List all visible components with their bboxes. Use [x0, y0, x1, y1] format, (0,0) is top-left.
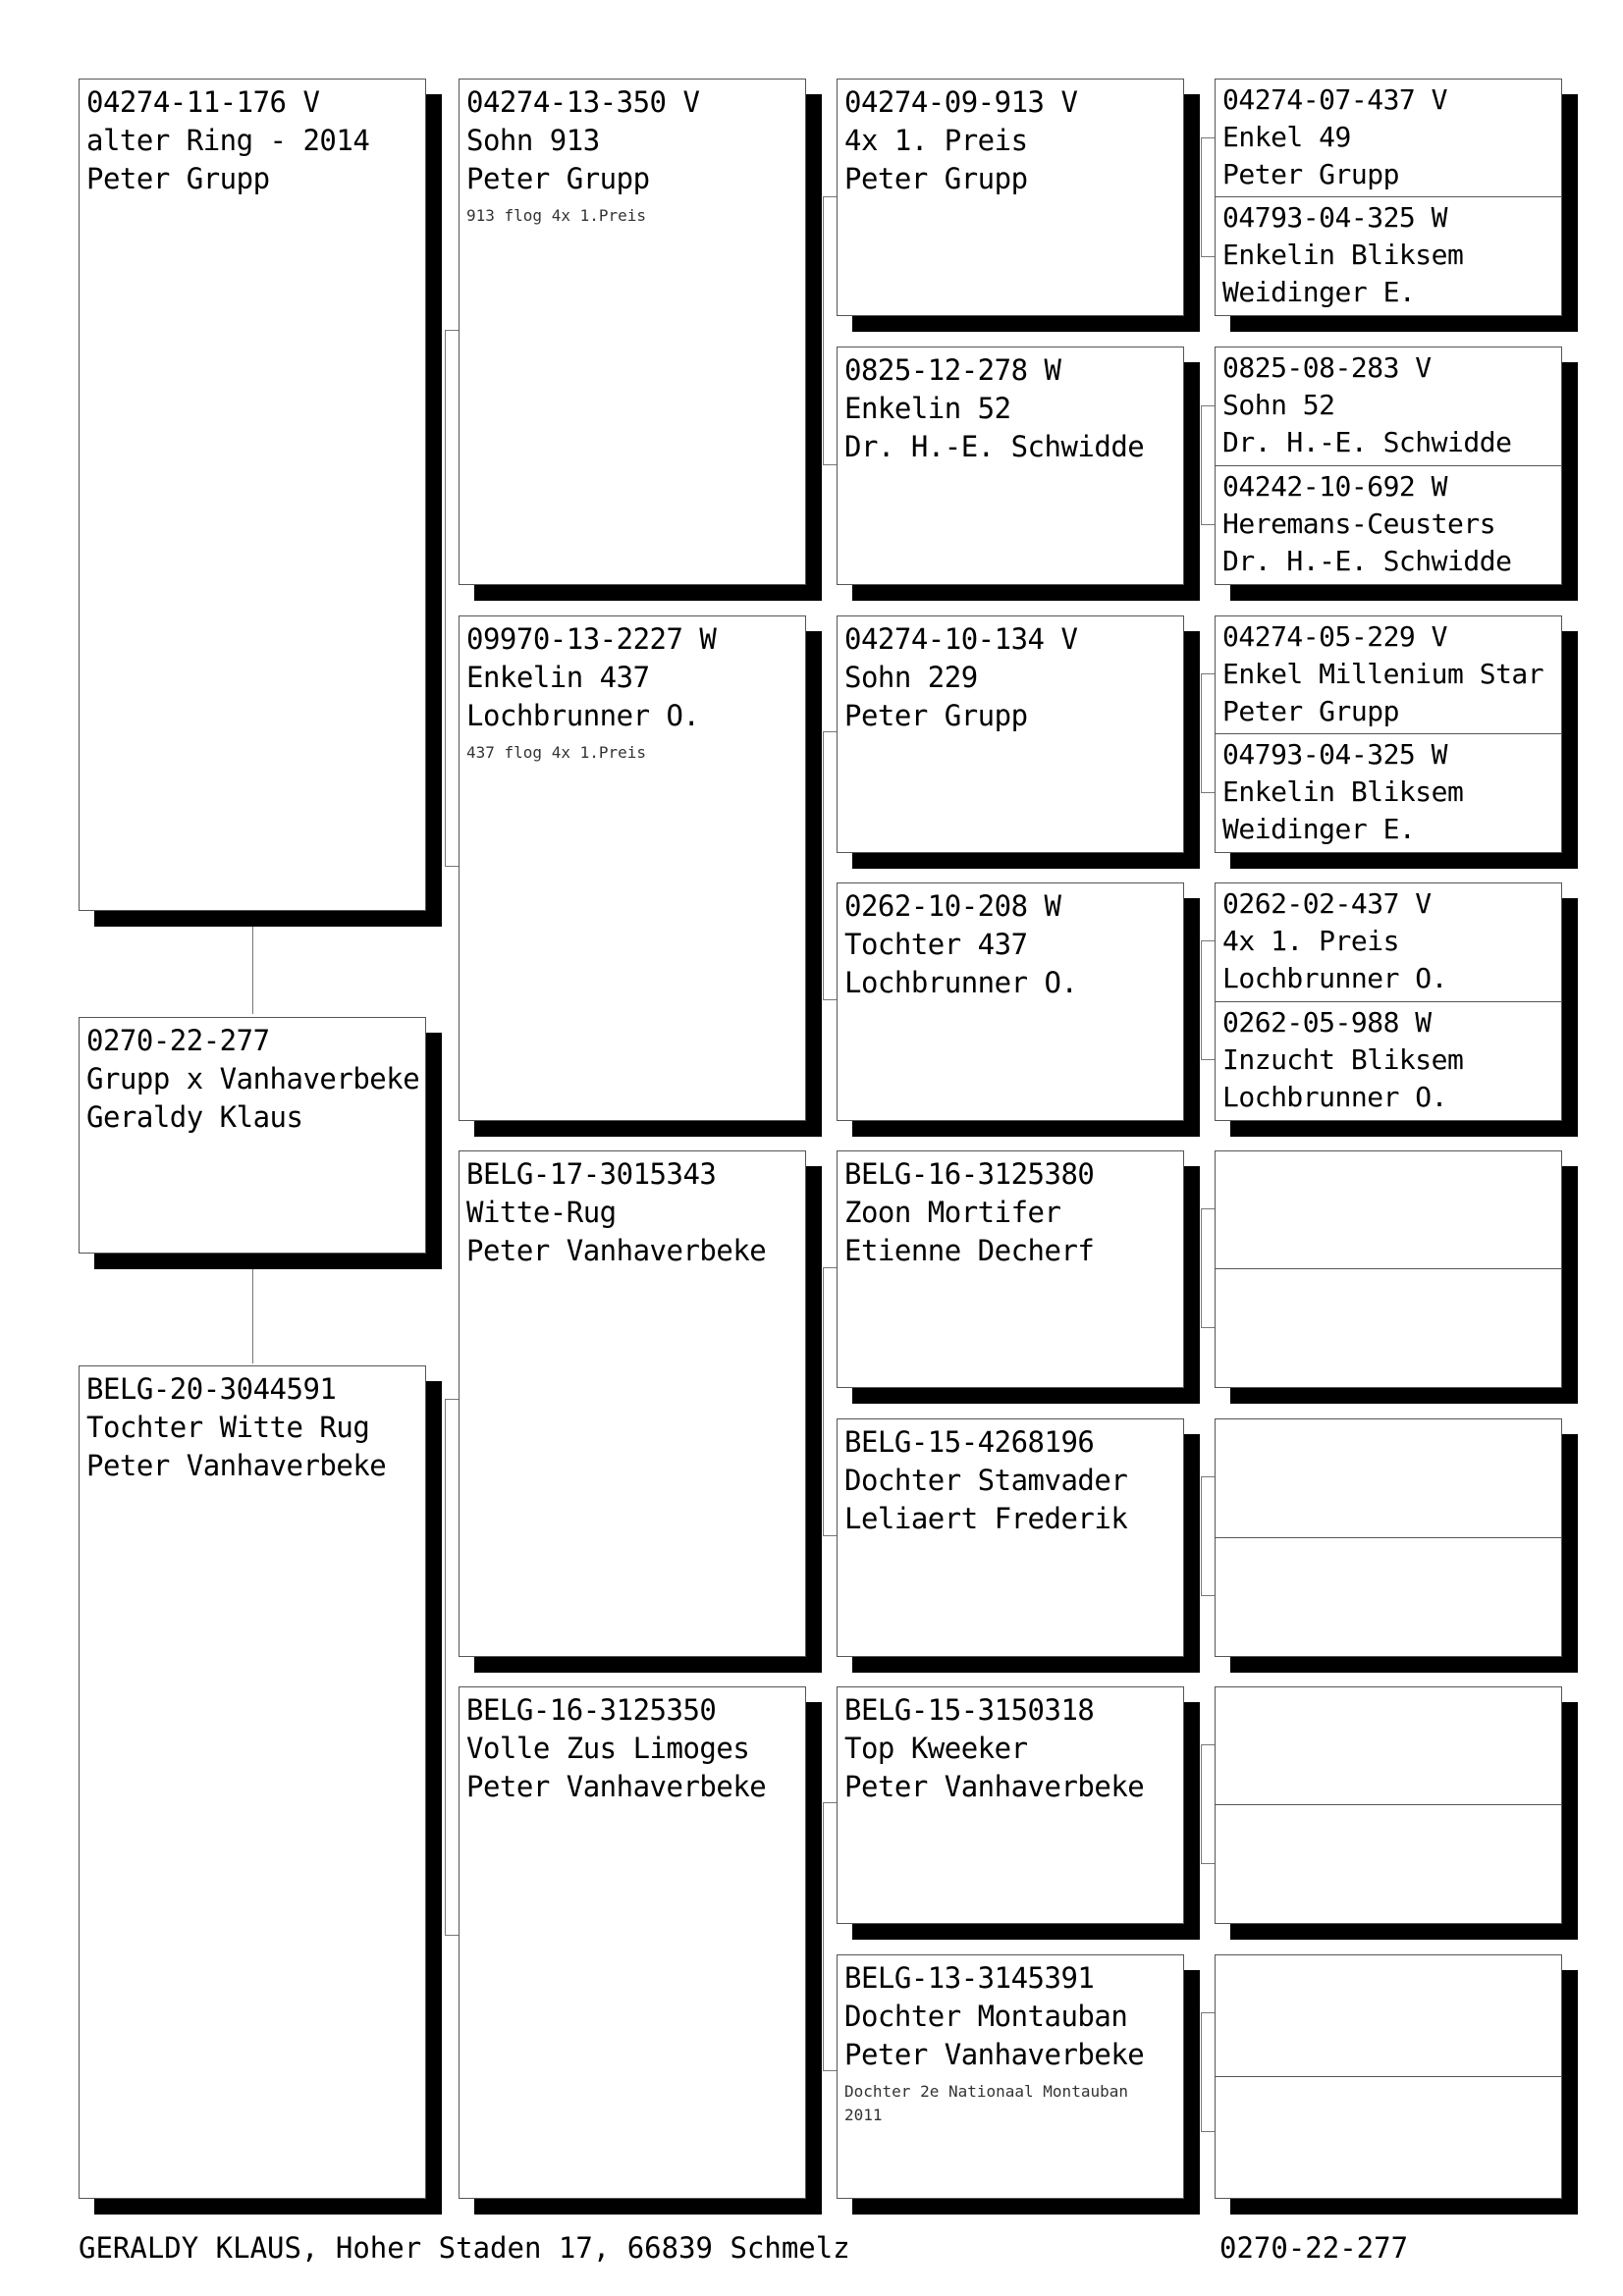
gen3-card-5[interactable] [837, 1418, 1184, 1657]
breeder-name: Dr. H.-E. Schwidde [844, 430, 1145, 463]
gen2-card-1[interactable] [459, 615, 806, 1121]
gen4-sire[interactable] [1216, 1955, 1561, 2077]
breeder-name: Peter Vanhaverbeke [466, 1770, 767, 1803]
gen4-sire[interactable] [1216, 1687, 1561, 1805]
pigeon-name: alter Ring - 2014 [86, 124, 370, 157]
gen3-card-6[interactable] [837, 1686, 1184, 1924]
gen3-card-3[interactable] [837, 882, 1184, 1121]
breeder-name: Peter Grupp [844, 699, 1028, 732]
pigeon-note: 913 flog 4x 1.Preis [466, 206, 647, 225]
gen4-sire[interactable] [1216, 616, 1561, 734]
sire-card[interactable] [79, 79, 426, 911]
breeder-name: Weidinger E. [1222, 276, 1416, 308]
subject-card[interactable] [79, 1017, 426, 1254]
pigeon-name: Enkelin 437 [466, 661, 650, 694]
breeder-name: Leliaert Frederik [844, 1502, 1128, 1535]
gen2-card-2[interactable] [459, 1150, 806, 1657]
gen4-dam[interactable] [1216, 2077, 1561, 2199]
gen2-card-3[interactable] [459, 1686, 806, 2199]
ring-number: 04274-10-134 V [844, 622, 1078, 656]
ring-number: 0262-10-208 W [844, 889, 1061, 923]
pigeon-name: Sohn 913 [466, 124, 600, 157]
breeder-name: Dr. H.-E. Schwidde [1222, 426, 1512, 458]
pigeon-name: Enkelin Bliksem [1222, 775, 1464, 808]
breeder-name: Lochbrunner O. [1222, 962, 1448, 994]
breeder-name: Lochbrunner O. [1222, 1080, 1448, 1113]
pigeon-name: Inzucht Bliksem [1222, 1042, 1464, 1076]
gen4-sire[interactable] [1216, 347, 1561, 466]
ring-number: 04274-13-350 V [466, 85, 700, 119]
gen3-card-7[interactable] [837, 1954, 1184, 2199]
gen3-card-2[interactable] [837, 615, 1184, 853]
ring-number: 04793-04-325 W [1222, 201, 1448, 234]
gen4-card-7[interactable] [1215, 1954, 1562, 2199]
breeder-name: Weidinger E. [1222, 813, 1416, 845]
owner-address: GERALDY KLAUS, Hoher Staden 17, 66839 Schmelz [79, 2231, 850, 2265]
ring-number: 09970-13-2227 W [466, 622, 717, 656]
breeder-name: Peter Grupp [86, 162, 270, 195]
gen4-card-2[interactable] [1215, 615, 1562, 853]
pigeon-name: Enkel Millenium Star [1222, 658, 1544, 690]
gen3-card-1[interactable] [837, 347, 1184, 585]
gen4-sire[interactable] [1216, 1419, 1561, 1538]
gen4-sire[interactable] [1216, 1151, 1561, 1269]
gen2-card-0[interactable] [459, 79, 806, 585]
pigeon-name: Zoon Mortifer [844, 1196, 1061, 1229]
gen4-sire[interactable] [1216, 883, 1561, 1002]
ring-number: 0270-22-277 [86, 1024, 270, 1057]
ring-number: 0262-02-437 V [1222, 887, 1432, 920]
gen4-card-0[interactable] [1215, 79, 1562, 316]
breeder-name: Peter Vanhaverbeke [86, 1449, 387, 1482]
ring-number: 0262-05-988 W [1222, 1005, 1432, 1039]
breeder-name: Peter Vanhaverbeke [844, 1770, 1145, 1803]
pigeon-name: Grupp x Vanhaverbeke [86, 1062, 420, 1095]
gen4-dam[interactable] [1216, 466, 1561, 585]
ring-number: BELG-16-3125380 [844, 1157, 1095, 1191]
ring-number: BELG-15-3150318 [844, 1693, 1095, 1727]
ring-number: 0825-08-283 V [1222, 351, 1432, 384]
ring-number: BELG-20-3044591 [86, 1372, 337, 1406]
gen4-card-5[interactable] [1215, 1418, 1562, 1657]
ring-number: BELG-17-3015343 [466, 1157, 717, 1191]
connector-sire-self [252, 913, 253, 1014]
gen4-card-4[interactable] [1215, 1150, 1562, 1388]
ring-number: 04242-10-692 W [1222, 469, 1448, 503]
connector-self-dam [252, 1255, 253, 1363]
ring-number: 04274-07-437 V [1222, 83, 1448, 116]
breeder-name: Geraldy Klaus [86, 1100, 303, 1134]
breeder-name: Peter Grupp [466, 162, 650, 195]
pigeon-name: Dochter Montauban [844, 2000, 1128, 2033]
gen4-dam[interactable] [1216, 197, 1561, 315]
pigeon-name: Dochter Stamvader [844, 1464, 1128, 1497]
gen4-dam[interactable] [1216, 734, 1561, 852]
ring-number: 04274-05-229 V [1222, 620, 1448, 653]
breeder-name: Dr. H.-E. Schwidde [1222, 544, 1512, 577]
gen4-sire[interactable] [1216, 80, 1561, 197]
pigeon-note: 437 flog 4x 1.Preis [466, 743, 647, 762]
pigeon-name: Volle Zus Limoges [466, 1732, 750, 1765]
footer-ring-number: 0270-22-277 [1219, 2231, 1409, 2265]
breeder-name: Lochbrunner O. [466, 699, 700, 732]
breeder-name: Peter Vanhaverbeke [466, 1234, 767, 1267]
gen4-card-1[interactable] [1215, 347, 1562, 585]
ring-number: 04274-09-913 V [844, 85, 1078, 119]
ring-number: 04793-04-325 W [1222, 738, 1448, 771]
ring-number: BELG-15-4268196 [844, 1425, 1095, 1459]
breeder-name: Peter Grupp [1222, 158, 1399, 190]
ring-number: BELG-16-3125350 [466, 1693, 717, 1727]
gen4-dam[interactable] [1216, 1269, 1561, 1387]
pigeon-name: Enkelin Bliksem [1222, 239, 1464, 271]
gen4-dam[interactable] [1216, 1538, 1561, 1657]
gen3-card-4[interactable] [837, 1150, 1184, 1388]
pigeon-name: Enkelin 52 [844, 392, 1011, 425]
pigeon-name: 4x 1. Preis [844, 124, 1028, 157]
gen4-dam[interactable] [1216, 1805, 1561, 1923]
gen4-card-3[interactable] [1215, 882, 1562, 1121]
gen4-card-6[interactable] [1215, 1686, 1562, 1924]
pigeon-name: Sohn 229 [844, 661, 978, 694]
ring-number: 0825-12-278 W [844, 353, 1061, 387]
pigeon-note: Dochter 2e Nationaal Montauban 2011 [844, 2082, 1128, 2124]
ring-number: BELG-13-3145391 [844, 1961, 1095, 1995]
pigeon-name: Heremans-Ceusters [1222, 507, 1496, 540]
gen3-card-0[interactable] [837, 79, 1184, 316]
pigeon-name: Sohn 52 [1222, 389, 1335, 421]
pigeon-name: Witte-Rug [466, 1196, 617, 1229]
breeder-name: Peter Vanhaverbeke [844, 2038, 1145, 2071]
breeder-name: Peter Grupp [1222, 695, 1399, 727]
pigeon-name: Tochter Witte Rug [86, 1411, 370, 1444]
pigeon-name: 4x 1. Preis [1222, 925, 1399, 957]
dam-card[interactable] [79, 1365, 426, 2199]
ring-number: 04274-11-176 V [86, 85, 320, 119]
breeder-name: Peter Grupp [844, 162, 1028, 195]
breeder-name: Etienne Decherf [844, 1234, 1095, 1267]
pigeon-name: Top Kweeker [844, 1732, 1028, 1765]
pigeon-name: Tochter 437 [844, 928, 1028, 961]
pigeon-name: Enkel 49 [1222, 121, 1351, 153]
breeder-name: Lochbrunner O. [844, 966, 1078, 999]
gen4-dam[interactable] [1216, 1002, 1561, 1121]
